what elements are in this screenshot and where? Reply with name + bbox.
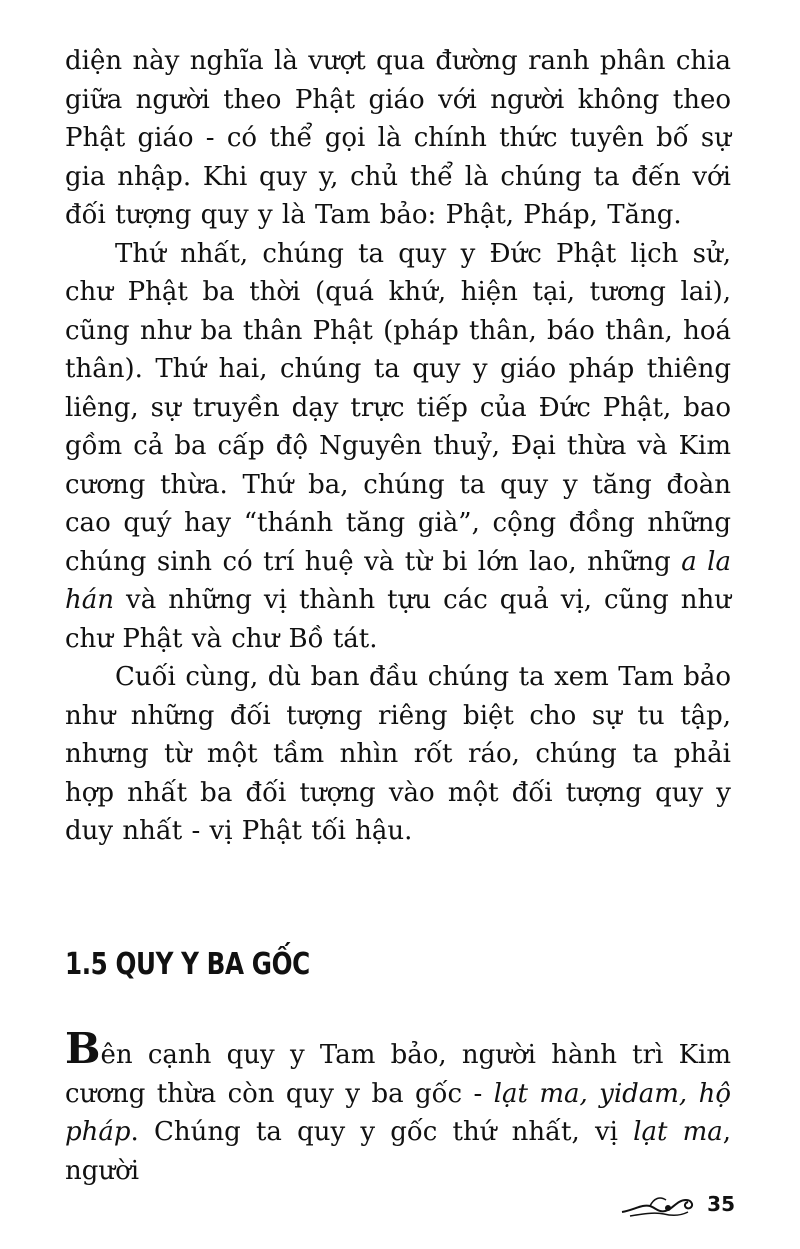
decorative-flourish-icon [620,1188,700,1222]
section-text-a: ên cạnh quy y Tam bảo, người hành trì Kim cương thừa còn quy y ba gốc - [65,1040,731,1109]
section-text-c: , người [65,1117,732,1186]
section-body [65,1024,732,1190]
section-paragraph [65,1024,732,1190]
paragraph-2 [65,235,731,659]
drop-cap: B [65,1024,101,1073]
body-text [65,42,731,851]
paragraph-2-text: Thứ nhất, chúng ta quy y Đức Phật lịch sử, chư Phật ba thời (quá khứ, hiện tại, tương lai), cũng như ba thân Phật (pháp thân, báo thân, hoá thân). Thứ hai, chúng ta quy y giáo pháp thiêng liêng, sự truyền dạy trực tiếp của Đức Phật, bao gồm cả ba cấp độ Nguyên thuỷ, Đại thừa và Kim cương thừa. Thứ ba, chúng ta quy y tăng đoàn cao quý hay “thánh tăng già”, cộng đồng những chúng sinh có trí huệ và từ bi lớn lao, những [65,238,731,577]
section-italic-a: lạt ma, yidam, hộ pháp [65,1078,731,1147]
paragraph-2-tail: và những vị thành tựu các quả vị, cũng như chư Phật và chư Bồ tát. [65,585,732,654]
paragraph-1: diện này nghĩa là vượt qua đường ranh phân chia giữa người theo Phật giáo với người không theo Phật giáo - có thể gọi là chính thức tuyên bố sự gia nhập. Khi quy y, chủ thể là chúng ta đến với đối tượng quy y là Tam bảo: Phật, Pháp, Tăng. [65,46,731,230]
page-footer [620,1188,735,1228]
section-italic-b: lạt ma [633,1117,723,1147]
paragraph-2-italic-term: a la hán [65,546,731,615]
section-text-b: . Chúng ta quy y gốc thứ nhất, vị [130,1117,618,1147]
paragraph-3: Cuối cùng, dù ban đầu chúng ta xem Tam bảo như những đối tượng riêng biệt cho sự tu tập, nhưng từ một tầm nhìn rốt ráo, chúng ta phải hợp nhất ba đối tượng vào một đối tượng quy y duy nhất - vị Phật tối hậu. [65,662,731,846]
section-heading: 1.5 QUY Y BA GỐC [65,947,310,982]
page-number: 35 [707,1192,735,1216]
